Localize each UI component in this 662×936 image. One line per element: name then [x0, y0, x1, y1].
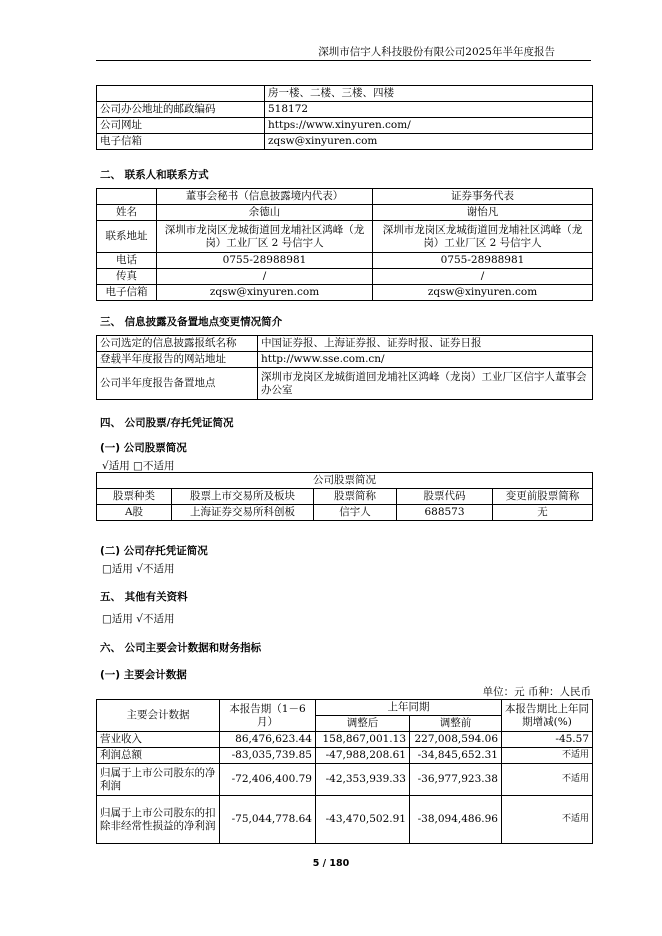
deducted-profit-before: -38,094,486.96 — [410, 796, 502, 844]
prev-name: 无 — [493, 505, 593, 521]
item-header: 主要会计数据 — [97, 700, 220, 732]
profit-change: 不适用 — [502, 748, 593, 764]
section2-title: 二、 联系人和联系方式 — [100, 169, 209, 181]
rep-address: 深圳市龙岗区龙城街道回龙埔社区鸿峰（龙岗）工业厂区 2 号信宇人 — [373, 221, 593, 253]
short-name-header: 股票简称 — [314, 489, 397, 505]
profit-current: -83,035,739.85 — [220, 748, 316, 764]
secretary-header: 董事会秘书（信息披露境内代表） — [157, 189, 373, 205]
address-continued: 房一楼、二楼、三楼、四楼 — [265, 86, 593, 102]
phone-label: 电话 — [97, 253, 157, 269]
address-table — [96, 85, 593, 150]
profit-before: -34,845,652.31 — [410, 748, 502, 764]
sub2-applicable: □适用 √不适用 — [102, 563, 175, 575]
current-period-header: 本报告期（1－6月） — [220, 700, 316, 732]
net-profit-before: -36,977,923.38 — [410, 764, 502, 796]
stock-type-header: 股票种类 — [97, 489, 172, 505]
net-profit-change: 不适用 — [502, 764, 593, 796]
location-value: 深圳市龙岗区龙城街道回龙埔社区鸿峰（龙岗）工业厂区信宇人董事会办公室 — [258, 368, 593, 400]
change-header: 本报告期比上年同期增减(%) — [502, 700, 593, 732]
prior-period-header: 上年同期 — [316, 700, 502, 716]
financial-table — [96, 699, 593, 844]
revenue-change: -45.57 — [502, 732, 593, 748]
prev-name-header: 变更前股票简称 — [493, 489, 593, 505]
rep-fax: / — [373, 269, 593, 285]
newspaper-value: 中国证券报、上海证券报、证券时报、证券日报 — [258, 336, 593, 352]
stock-type: A股 — [97, 505, 172, 521]
section6-title: 六、 公司主要会计数据和财务指标 — [100, 642, 262, 654]
stock-table — [96, 472, 593, 521]
secretary-email: zqsw@xinyuren.com — [157, 285, 373, 301]
exchange: 上海证券交易所科创板 — [172, 505, 314, 521]
deducted-profit-change: 不适用 — [502, 796, 593, 844]
postcode-value: 518172 — [265, 102, 593, 118]
section4-sub2: (二) 公司存托凭证简况 — [100, 545, 208, 557]
net-profit-adjusted: -42,353,939.33 — [316, 764, 410, 796]
website-label: 公司网址 — [97, 118, 265, 134]
secretary-name: 余德山 — [157, 205, 373, 221]
section4-title: 四、 公司股票/存托凭证简况 — [100, 417, 234, 429]
location-label: 公司半年度报告备置地点 — [97, 368, 258, 400]
profit-adjusted: -47,988,208.61 — [316, 748, 410, 764]
revenue-label: 营业收入 — [97, 732, 220, 748]
deducted-profit-adjusted: -43,470,502.91 — [316, 796, 410, 844]
revenue-current: 86,476,623.44 — [220, 732, 316, 748]
website-value: http://www.sse.com.cn/ — [258, 352, 593, 368]
deducted-profit-current: -75,044,778.64 — [220, 796, 316, 844]
deducted-profit-label: 归属于上市公司股东的扣除非经常性损益的净利润 — [97, 796, 220, 844]
rep-email: zqsw@xinyuren.com — [373, 285, 593, 301]
contacts-table — [96, 188, 593, 301]
page-header: 深圳市信宇人科技股份有限公司2025年半年度报告 — [318, 46, 555, 58]
rep-phone: 0755-28988981 — [373, 253, 593, 269]
email-value: zqsw@xinyuren.com — [265, 134, 593, 150]
unit-note: 单位：元 币种：人民币 — [482, 686, 591, 698]
net-profit-current: -72,406,400.79 — [220, 764, 316, 796]
stock-table-title: 公司股票简况 — [97, 473, 593, 489]
name-label: 姓名 — [97, 205, 157, 221]
page-number: 5 / 180 — [312, 858, 350, 869]
secretary-phone: 0755-28988981 — [157, 253, 373, 269]
secretary-address: 深圳市龙岗区龙城街道回龙埔社区鸿峰（龙岗）工业厂区 2 号信宇人 — [157, 221, 373, 253]
postcode-label: 公司办公地址的邮政编码 — [97, 102, 265, 118]
stock-code: 688573 — [397, 505, 493, 521]
newspaper-label: 公司选定的信息披露报纸名称 — [97, 336, 258, 352]
header-divider — [96, 60, 591, 61]
website-value: https://www.xinyuren.com/ — [265, 118, 593, 134]
section4-sub1: (一) 公司股票简况 — [100, 442, 187, 454]
email-label: 电子信箱 — [97, 134, 265, 150]
section3-title: 三、 信息披露及备置地点变更情况简介 — [100, 316, 283, 328]
adjusted-header: 调整后 — [316, 716, 410, 732]
profit-label: 利润总额 — [97, 748, 220, 764]
revenue-adjusted: 158,867,001.13 — [316, 732, 410, 748]
before-adjust-header: 调整前 — [410, 716, 502, 732]
short-name: 信宇人 — [314, 505, 397, 521]
section5-applicable: □适用 √不适用 — [102, 613, 175, 625]
code-header: 股票代码 — [397, 489, 493, 505]
exchange-header: 股票上市交易所及板块 — [172, 489, 314, 505]
website-label: 登载半年度报告的网站地址 — [97, 352, 258, 368]
net-profit-label: 归属于上市公司股东的净利润 — [97, 764, 220, 796]
rep-name: 谢怡凡 — [373, 205, 593, 221]
secretary-fax: / — [157, 269, 373, 285]
disclosure-table — [96, 335, 593, 400]
contact-email-label: 电子信箱 — [97, 285, 157, 301]
address-label: 联系地址 — [97, 221, 157, 253]
fax-label: 传真 — [97, 269, 157, 285]
section6-sub1: (一) 主要会计数据 — [100, 669, 187, 681]
sub1-applicable: √适用 □不适用 — [102, 460, 175, 472]
section5-title: 五、 其他有关资料 — [100, 591, 188, 603]
rep-header: 证券事务代表 — [373, 189, 593, 205]
revenue-before: 227,008,594.06 — [410, 732, 502, 748]
